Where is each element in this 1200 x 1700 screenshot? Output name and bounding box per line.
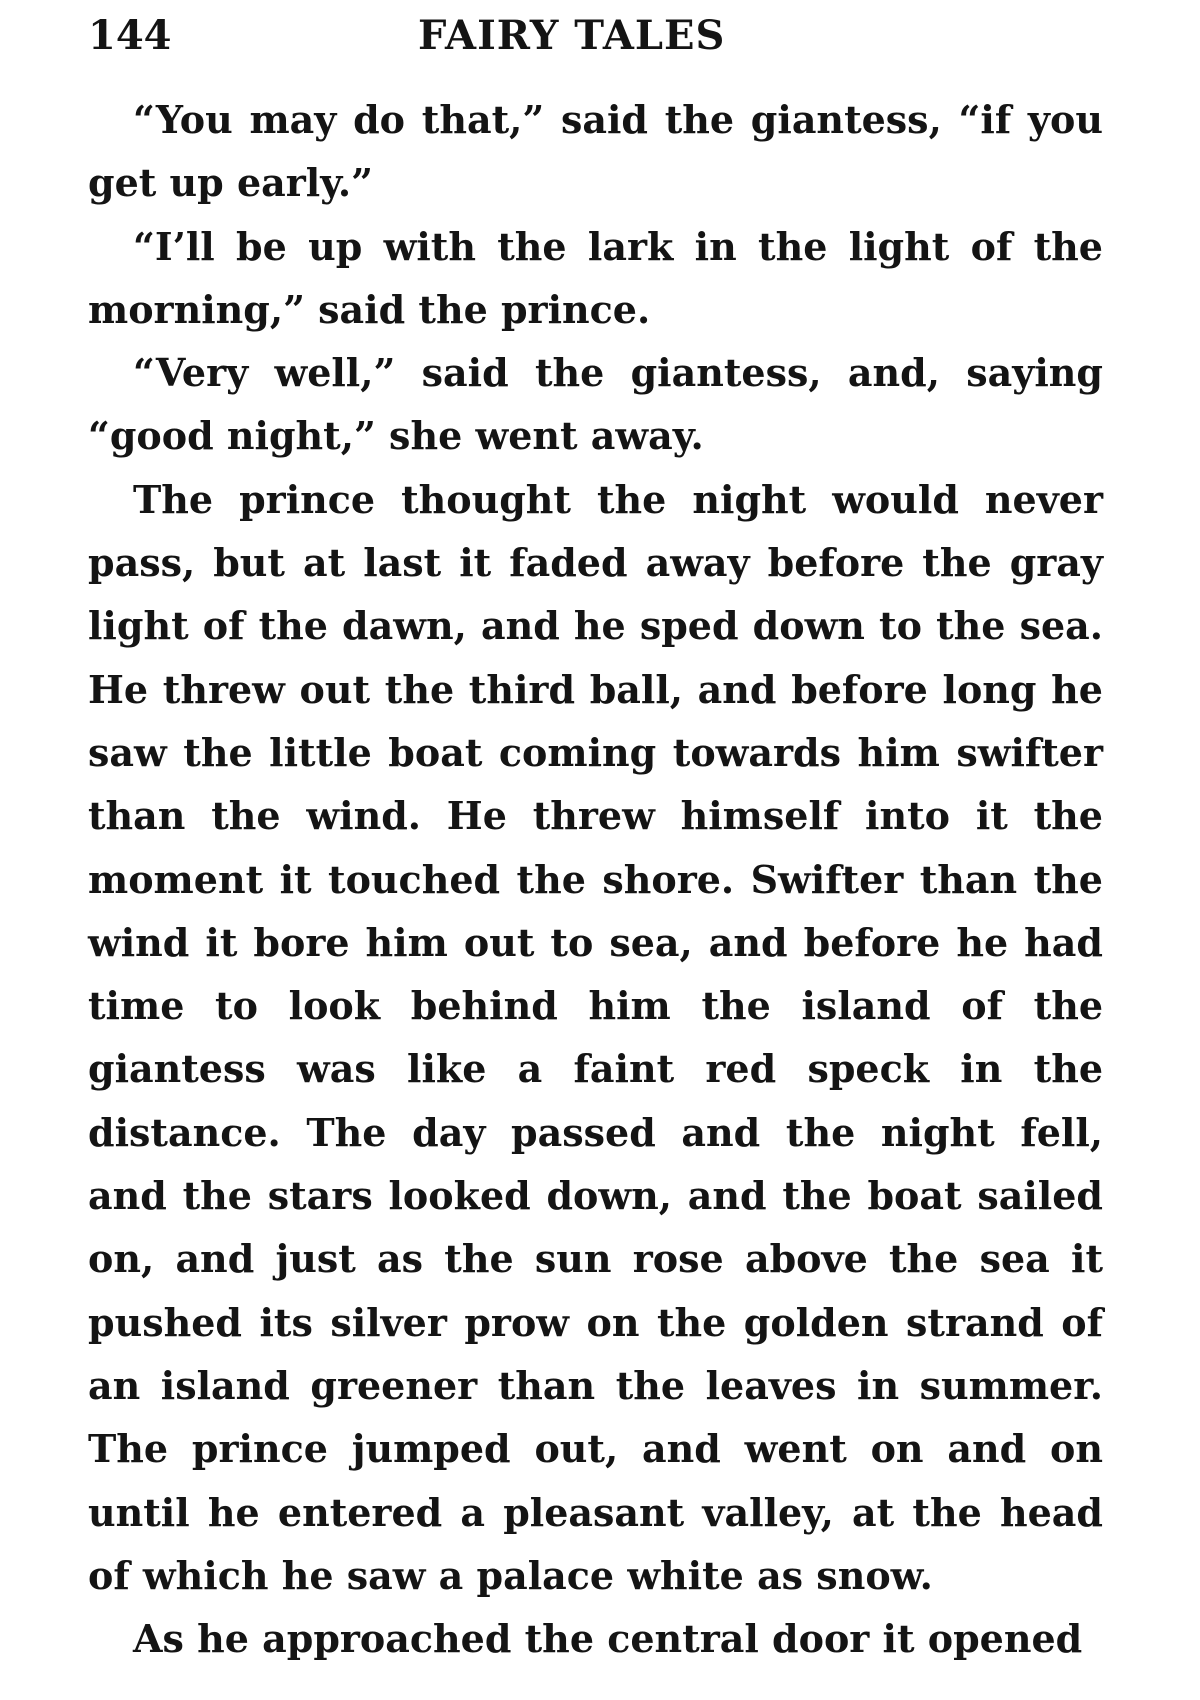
paragraph-central-door: As he approached the central door it opened [133,1616,1083,1662]
running-title: FAIRY TALES [418,12,726,59]
page-number: 144 [88,12,172,59]
paragraph-good-night: “Very well,” said the giantess, and, saying “good night,” she went away. [88,350,1103,459]
running-head [88,6,1103,66]
paragraph-prince-reply: “I’ll be up with the lark in the light of the morning,” said the prince. [88,223,1103,332]
paragraph-giantess-reply: “You may do that,” said the giantess, “if you get up early.” [88,97,1103,206]
body-text [88,88,1103,1670]
paragraph-voyage: The prince thought the night would never pass, but at last it faded away before the gray light of the dawn, and he sped down to the sea. He threw out the third ball, and before long he saw the little boat coming towards him swifter than the wind. He threw himself into it the moment it touched the shore. Swifter than the wind it bore him out to sea, and before he had time to look behind him the island of the giantess was like a faint red speck in the distance. The day passed and the night fell, and the stars looked down, and the boat sailed on, and just as the sun rose above the sea it pushed its silver prow on the golden strand of an island greener than the leaves in summer. The prince jumped out, and went on and on until he entered a pleasant valley, at the head of which he saw a palace white as snow. [88,476,1103,1598]
book-page [88,0,1103,1700]
